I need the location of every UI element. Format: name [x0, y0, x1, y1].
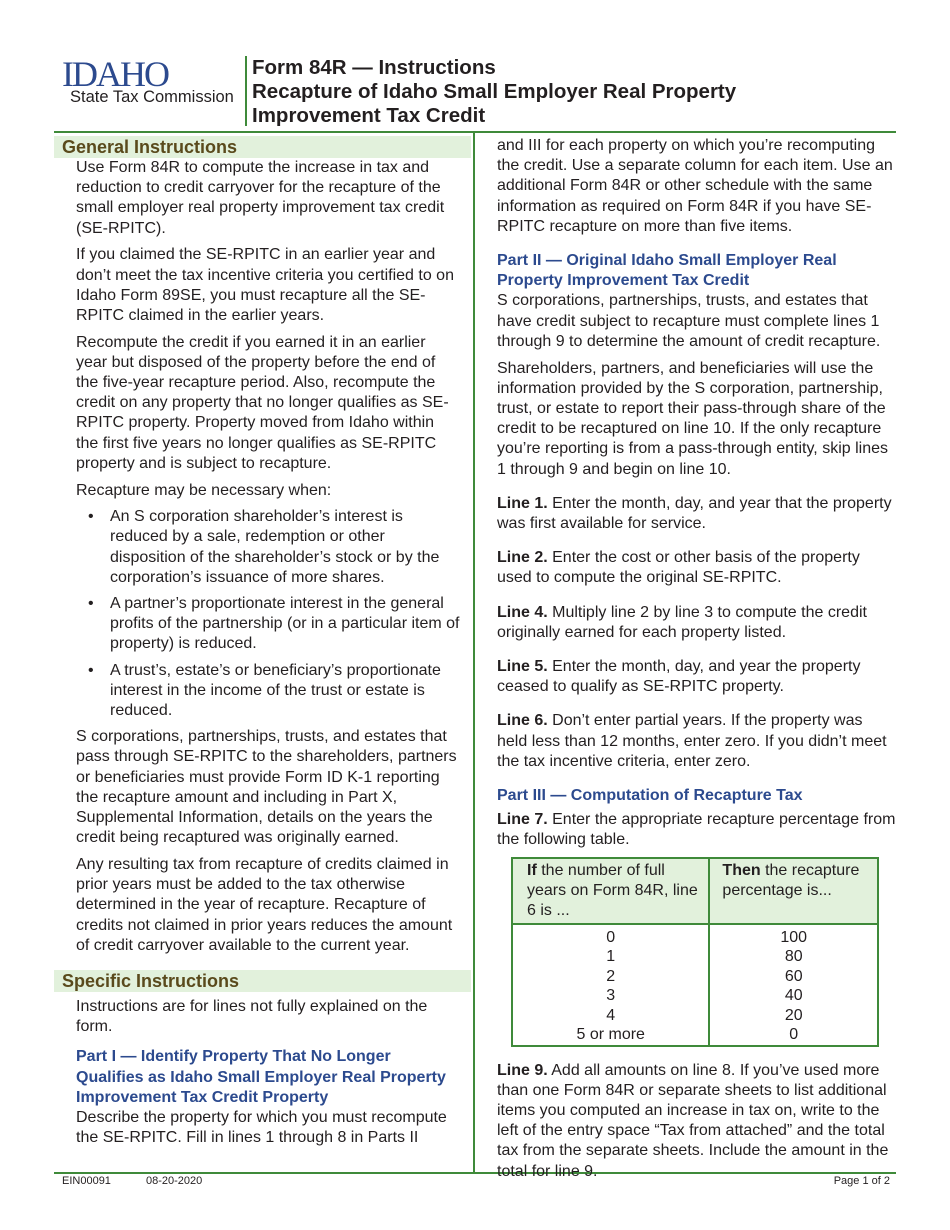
line-instruction: Line 9. Add all amounts on line 8. If you’ve used more than one Form 84R or separate sheets to list additional items you computed an increase in tax on, write to the left of the entry space “Tax from attached” and the total tax from the separate sheets. Include the amount in the total for line 9.: [497, 1061, 889, 1180]
line-instruction: Line 5. Enter the month, day, and year the property ceased to qualify as SE-RPITC property.: [497, 657, 861, 696]
part2-heading: Part II — Original Idaho Small Employer Real Property Improvement Tax Credit: [497, 252, 837, 290]
bullet-icon: •: [88, 595, 94, 613]
paragraph: Any resulting tax from recapture of credits claimed in prior years must be added to the tax otherwise determined in the year of recapture. Recapture of credits not claimed in prior years reduces the amount of credit carryover available to the current year.: [76, 856, 453, 954]
line-instruction: Line 1. Enter the month, day, and year that the property was first available for service.: [497, 494, 892, 532]
paragraph: Use Form 84R to compute the increase in tax and reduction to credit carryover for the recapture of the small employer real property improvement tax credit (SE-RPITC).: [76, 159, 445, 237]
right-column: [497, 136, 897, 1188]
table-row: 4 20: [512, 1006, 878, 1026]
table-row: 2 60: [512, 967, 878, 987]
years-column-header: If the number of full years on Form 84R, line 6 is ...: [512, 858, 709, 924]
recapture-percentage-table: [511, 857, 879, 1047]
bullet-icon: •: [88, 661, 94, 679]
paragraph: Instructions are for lines not fully explained on the form.: [76, 998, 428, 1036]
title-line-2: Recapture of Idaho Small Employer Real Property: [252, 80, 737, 103]
paragraph: S corporations, partnerships, trusts, and estates that pass through SE-RPITC to the shareholders, partners or beneficiaries must provide Form ID K-1 reporting the recapture amount and including in Part X, Supplemental Information, details on the years the credit being recaptured was originally earned.: [76, 728, 457, 847]
paragraph: S corporations, partnerships, trusts, and estates that have credit subject to recapture must complete lines 1 through 9 to determine the amount of credit recapture.: [497, 292, 881, 350]
paragraph: Recapture may be necessary when:: [76, 481, 332, 499]
column-divider: [473, 133, 475, 1173]
table-row: 0 100: [512, 924, 878, 948]
table-row: 3 40: [512, 986, 878, 1006]
logo-wordmark: IDAHO: [62, 54, 168, 94]
bullet-icon: •: [88, 508, 94, 526]
line-instruction: Line 7. Enter the appropriate recapture percentage from the following table.: [497, 811, 896, 849]
page-number: Page 1 of 2: [833, 1175, 890, 1187]
top-rule: [54, 131, 896, 133]
list-item: • An S corporation shareholder’s interest is reduced by a sale, redemption or other disposition of the shareholder’s stock or by the corporation’s issuance of more shares.: [88, 508, 440, 586]
table-row: 1 80: [512, 947, 878, 967]
form-code: EIN00091: [62, 1175, 111, 1187]
general-instructions-heading: General Instructions: [54, 136, 471, 158]
header-divider: [245, 56, 247, 126]
revision-date: 08-20-2020: [146, 1175, 203, 1187]
line-instruction: Line 6. Don’t enter partial years. If the property was held less than 12 months, enter zero. If you didn’t meet the tax incentive criteria, enter zero.: [497, 712, 887, 770]
page-title: [252, 56, 736, 128]
recapture-conditions-list: [76, 507, 460, 721]
paragraph: Recompute the credit if you earned it in an earlier year but disposed of the property before the end of the five-year recapture period. Also, recompute the credit on any property that no longer qualifies as SE-RPITC property. Property moved from Idaho within the first five years no longer qualifies as SE-RPITC property and is subject to recapture.: [76, 333, 449, 472]
paragraph: If you claimed the SE-RPITC in an earlier year and don’t meet the tax incentive criteria you certified to on Idaho Form 89SE, you must recapture all the SE-RPITC claimed in the earlier years.: [76, 246, 454, 324]
paragraph: and III for each property on which you’re recomputing the credit. Use a separate column for each item. Use an additional Form 84R or other schedule with the same information as required on Form 84R if you have SE-RPITC recapture on more than five items.: [497, 137, 893, 235]
table-row: 5 or more 0: [512, 1025, 878, 1046]
logo-subtitle: State Tax Commission: [70, 88, 234, 106]
specific-instructions-heading: Specific Instructions: [54, 970, 471, 992]
left-column: [62, 136, 460, 1155]
line-instruction: Line 2. Enter the cost or other basis of the property used to compute the original SE-RPITC.: [497, 549, 860, 587]
list-item: • A trust’s, estate’s or beneficiary’s proportionate interest in the income of the trust or estate is reduced.: [88, 661, 441, 720]
percentage-column-header: Then the recapture percentage is...: [709, 858, 878, 924]
line-instruction: Line 4. Multiply line 2 by line 3 to compute the credit originally earned for each property listed.: [497, 603, 867, 641]
table-header-row: [512, 858, 878, 924]
paragraph: Shareholders, partners, and beneficiaries will use the information provided by the S corporation, partnership, trust, or estate to report their pass-through share of the credit to be recaptured on line 10. If the only recapture you’re reporting is from a pass-through entity, skip lines 1 through 9 and begin on line 10.: [497, 359, 888, 478]
title-line-1: Form 84R — Instructions: [252, 56, 496, 79]
part1-heading: Part I — Identify Property That No Longer Qualifies as Idaho Small Employer Real Property Improvement Tax Credit Property: [76, 1048, 446, 1106]
title-line-3: Improvement Tax Credit: [252, 104, 486, 127]
paragraph: Describe the property for which you must recompute the SE-RPITC. Fill in lines 1 through 8 in Parts II: [76, 1109, 447, 1147]
idaho-tax-logo: [62, 56, 242, 112]
part3-heading: Part III — Computation of Recapture Tax: [497, 786, 803, 804]
page-header: [0, 0, 950, 130]
list-item: • A partner’s proportionate interest in the general profits of the partnership (or in a particular item of property) is reduced.: [88, 595, 460, 653]
